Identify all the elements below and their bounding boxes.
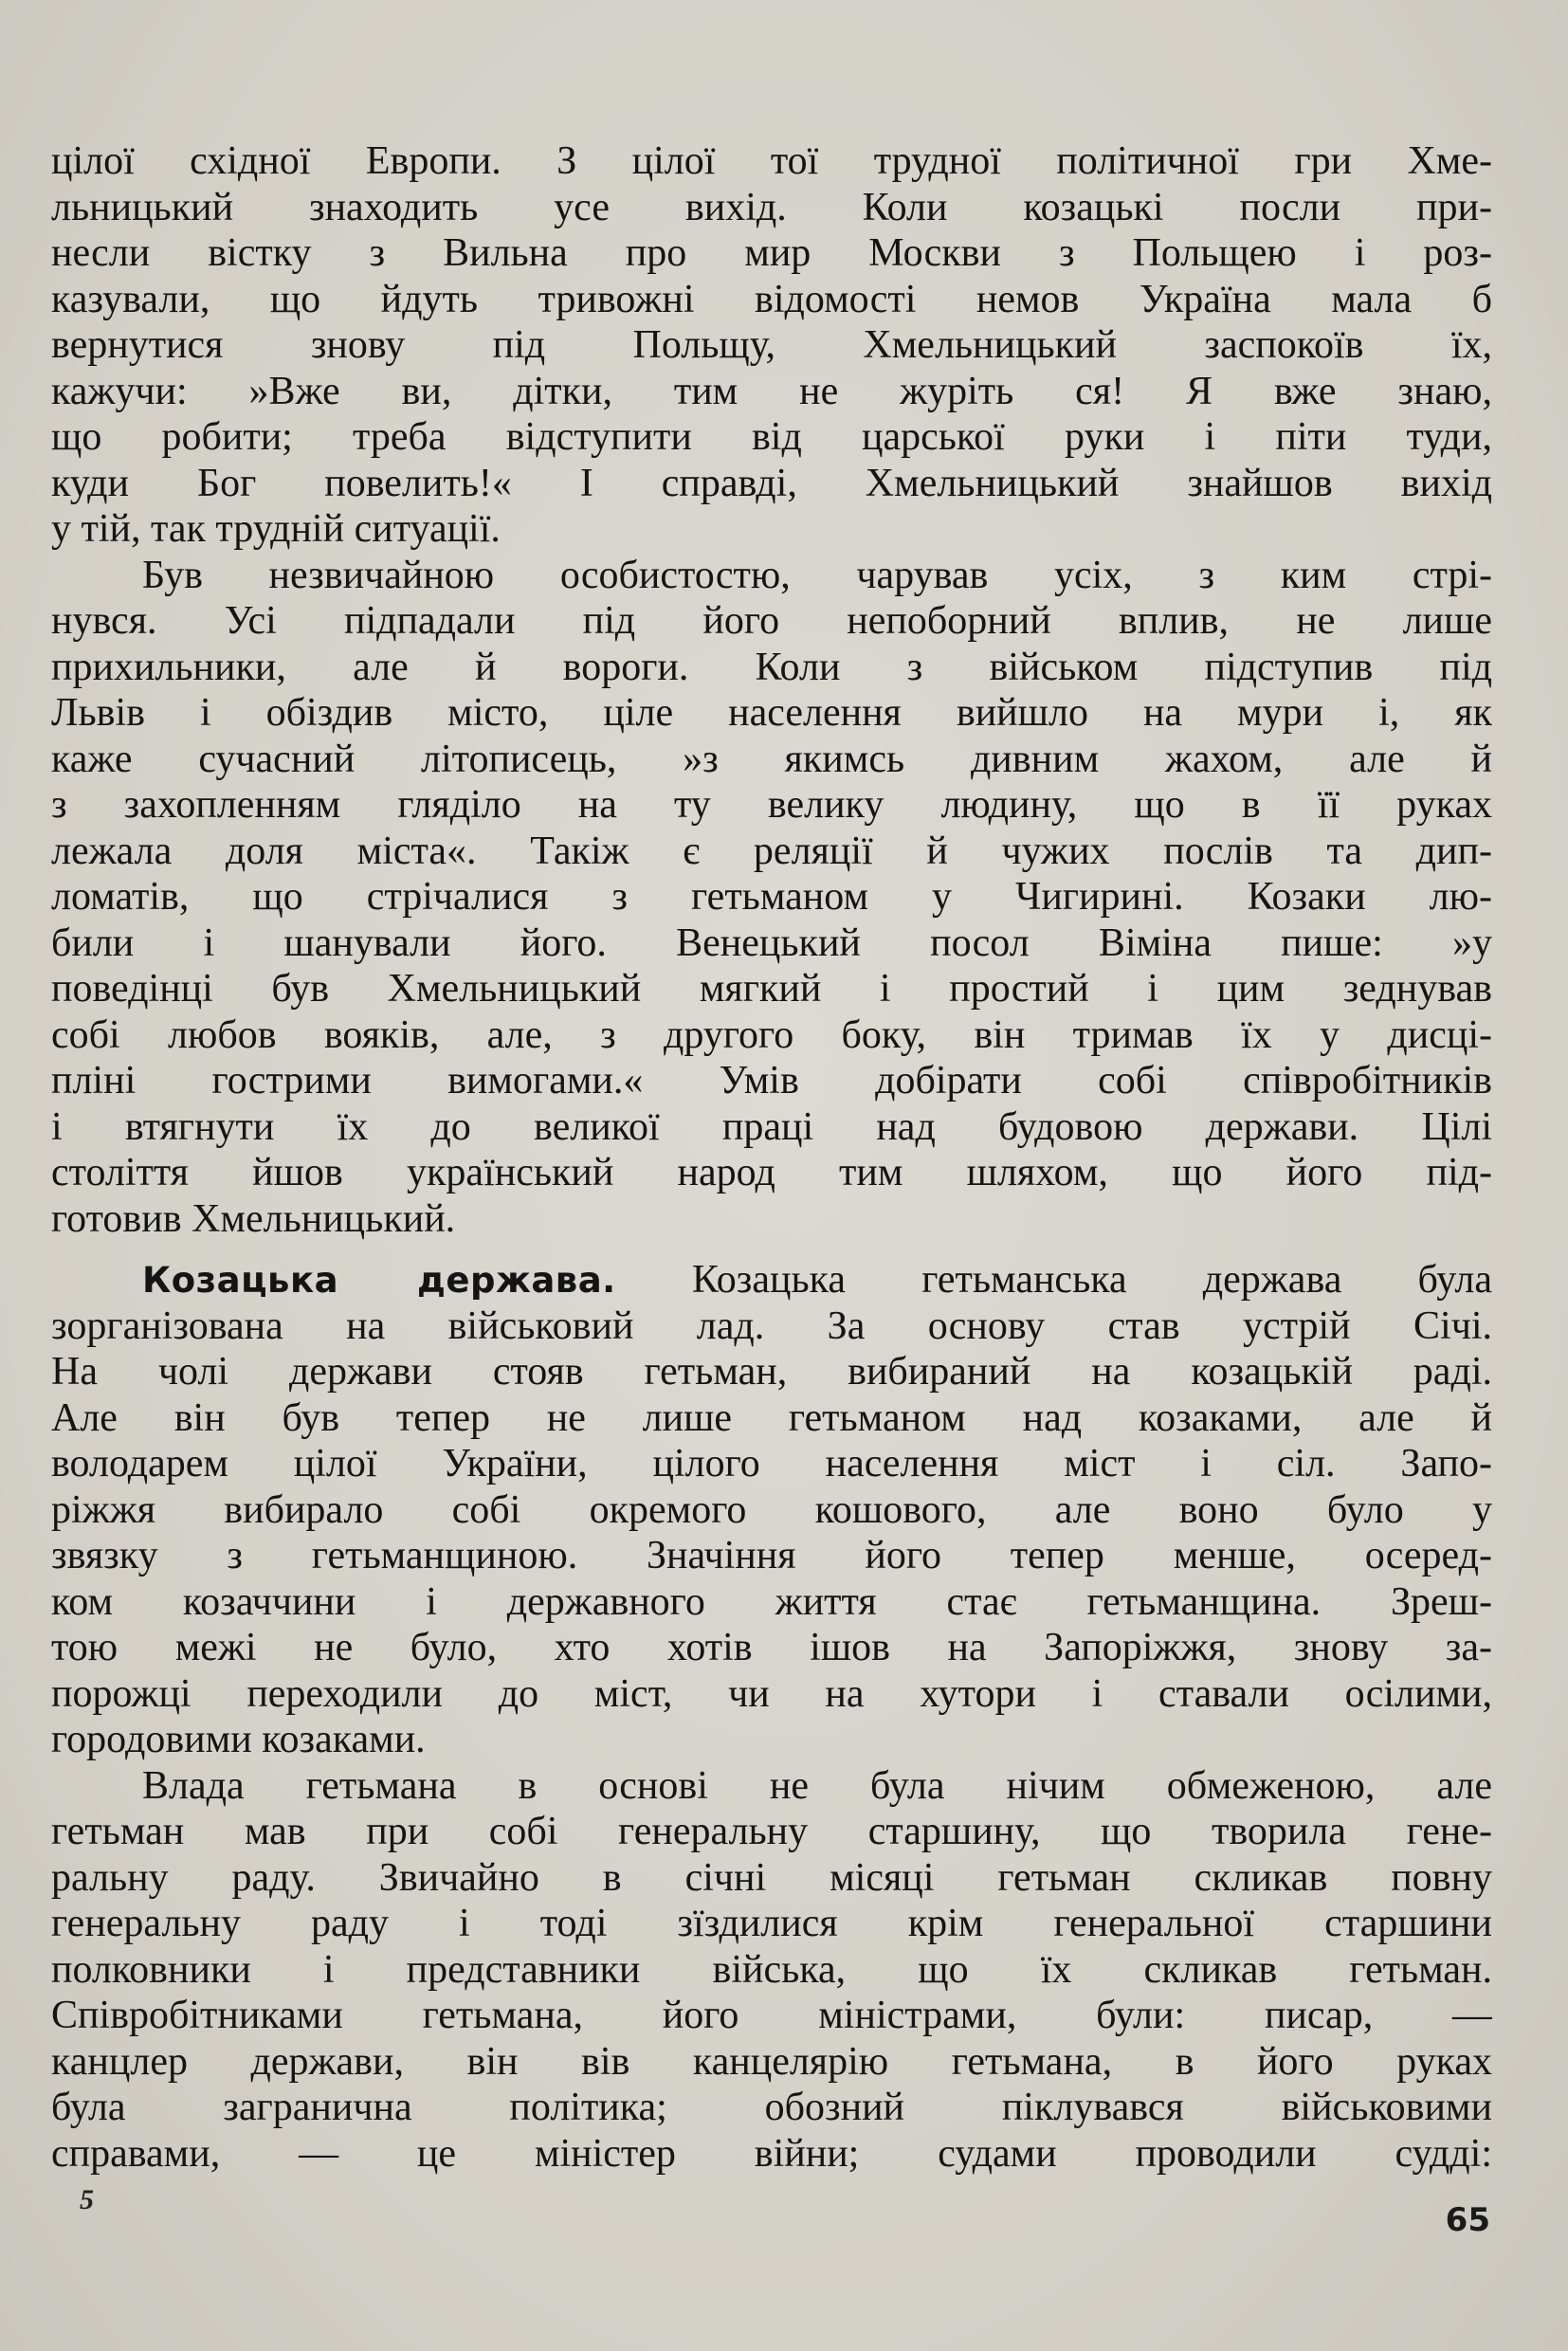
text-line-with-heading [51, 1257, 1492, 1303]
text-line: собі любов вояків, але, з другого боку, він тримав їх у дисці- [51, 1012, 1492, 1057]
text-line: полковники і представники війська, що їх скликав гетьман. [51, 1947, 1492, 1992]
text-line: нувся. Усі підпадали під його непоборний вплив, не лише [51, 599, 1492, 643]
section-gap [51, 1242, 1492, 1257]
text-line: вернутися знову під Польщу, Хмельницький заспокоїв їх, [51, 323, 1492, 367]
text-line: тою межі не було, хто хотів ішов на Запоріжжя, знову за- [51, 1626, 1492, 1669]
text-line: несли вістку з Вильна про мир Москви з Польщею і роз- [51, 231, 1492, 275]
text-line: була загранична політика; обозний піклувався військовими [51, 2086, 1492, 2129]
paragraph-1 [51, 138, 1492, 553]
text-line: Влада гетьмана в основі не була нічим обмеженою, але [142, 1763, 1492, 1808]
text-line: звязку з гетьманщиною. Значіння його тепер менше, осеред- [51, 1534, 1492, 1577]
text-line: готовив Хмельницький. [51, 1196, 456, 1241]
text-line: Але він був тепер не лише гетьманом над козаками, але й [51, 1395, 1492, 1440]
text-line: льницький знаходить усе вихід. Коли козацькі посли при- [51, 185, 1492, 229]
text-line: і втягнути їх до великої праці над будовою держави. Цілі [51, 1104, 1492, 1149]
text-line: цілої східної Европи. З цілої тої трудної політичної гри Хме- [51, 139, 1492, 183]
text-line: городовими козаками. [51, 1718, 426, 1761]
text-line: справами, — це міністер війни; судами проводили судді: [51, 2131, 1492, 2176]
text-line: ком козаччини і державного життя стає гетьманщина. Зреш- [51, 1579, 1492, 1624]
paragraph-3 [51, 1257, 1492, 1763]
text-line: кажучи: »Вже ви, дітки, тим не журіть ся! Я вже знаю, [51, 369, 1492, 413]
text-line: лежала доля міста«. Такіж є реляції й чужих послів та дип- [51, 829, 1492, 873]
text-line: володарем цілої України, цілого населення міст і сіл. Запо- [51, 1442, 1492, 1485]
text-line: що робити; треба відступити від царської руки і піти туди, [51, 415, 1492, 459]
signature-mark: 5 [80, 2184, 94, 2215]
heading-line-text: Козацька гетьманська держава була [691, 1258, 1492, 1302]
page-number: 65 [1445, 2201, 1490, 2239]
text-line: гетьман мав при собі генеральну старшину, що творила гене- [51, 1810, 1492, 1853]
text-line: канцлер держави, він вів канцелярію гетьмана, в його руках [51, 2039, 1492, 2084]
text-line: генеральну раду і тоді зїздилися крім генеральної старшини [51, 1902, 1492, 1945]
text-line: прихильники, але й вороги. Коли з військом підступив під [51, 645, 1492, 689]
text-line: ріжжя вибирало собі окремого кошового, але воно було у [51, 1487, 1492, 1532]
text-line: з захопленням гляділо на ту велику людину, що в її руках [51, 783, 1492, 827]
text-line: у тій, так трудній ситуації. [51, 507, 501, 551]
section-heading: Козацька держава. [142, 1260, 616, 1301]
text-line: століття йшов український народ тим шляхом, що його під- [51, 1151, 1492, 1194]
text-line: порожці переходили до міст, чи на хутори і ставали осілими, [51, 1671, 1492, 1716]
text-line: Львів і обіздив місто, ціле населення вийшло на мури і, як [51, 691, 1492, 735]
paragraph-2 [51, 553, 1492, 1243]
text-line: куди Бог повелить!« І справді, Хмельницький знайшов вихід [51, 461, 1492, 505]
text-line: Був незвичайною особистостю, чарував усіх, з ким стрі- [142, 553, 1492, 597]
text-line: ломатів, що стрічалися з гетьманом у Чигирині. Козаки лю- [51, 875, 1492, 919]
text-line: били і шанували його. Венецький посол Віміна пише: »у [51, 920, 1492, 965]
text-line: зорганізована на військовий лад. За основу став устрій Січі. [51, 1303, 1492, 1348]
text-line: казували, що йдуть тривожні відомості немов Україна мала б [51, 277, 1492, 321]
text-line: пліні гострими вимогами.« Умів добірати собі співробітників [51, 1059, 1492, 1103]
text-line: Співробітниками гетьмана, його міністрами, були: писар, — [51, 1994, 1492, 2037]
text-line: ральну раду. Звичайно в січні місяці гетьман скликав повну [51, 1855, 1492, 1900]
text-line: каже сучасний літописець, »з якимсь дивним жахом, але й [51, 737, 1492, 781]
text-line: На чолі держави стояв гетьман, вибираний на козацькій раді. [51, 1350, 1492, 1394]
text-line: поведінці був Хмельницький мягкий і простий і цим зеднував [51, 967, 1492, 1011]
paragraph-4 [51, 1763, 1492, 2178]
